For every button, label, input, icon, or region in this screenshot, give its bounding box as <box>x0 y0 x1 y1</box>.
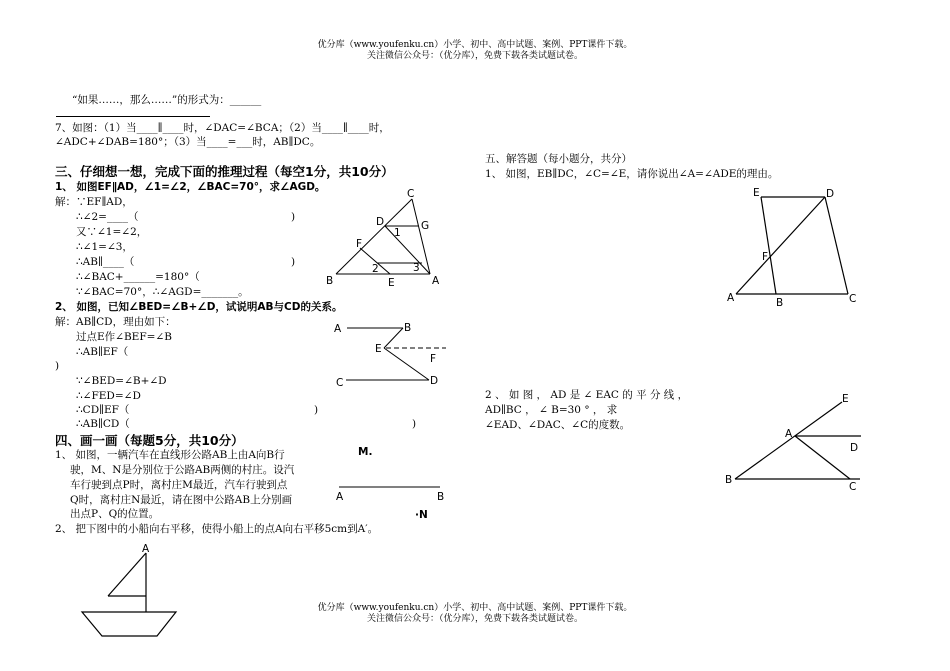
label-d: D <box>850 442 859 454</box>
solve-2-line: 2 、 如 图 ， AD 是 ∠ EAC 的 平 分 线 ， <box>485 389 689 401</box>
solve-2-line: ∠EAD、∠DAC、∠C的度数。 <box>485 419 631 431</box>
problem-2-title: 2、 如图，已知∠BED=∠B+∠D，试说明AB与CD的关系。 <box>55 301 343 313</box>
q7-line-2: ∠ADC+∠DAB=180°；（3）当____=___时，AB∥DC。 <box>55 136 321 148</box>
proof-1-line: ∴∠2=____（ <box>76 211 139 223</box>
label-c: C <box>849 481 857 493</box>
proof-2-line: ∴CD∥EF（ <box>76 404 130 416</box>
proof-1-line: ∴∠BAC+______=180°（ <box>76 271 200 283</box>
label-d: D <box>430 375 439 387</box>
label-c: C <box>336 377 344 389</box>
label-e: E <box>375 343 382 355</box>
proof-2-line: ∵∠BED=∠B+∠D <box>76 375 167 387</box>
solve-2-line: AD∥BC ， ∠ B=30 ° ， 求 <box>485 404 618 416</box>
label-angle-3: 3 <box>413 262 420 274</box>
solve-1-text: 1、 如图，EB∥DC，∠C=∠E，请你说出∠A=∠ADE的理由。 <box>485 168 779 180</box>
proof-1-line: ∵∠BAC=70°，∴∠AGD=_______。 <box>76 286 249 298</box>
label-f: F <box>762 251 769 263</box>
proof-2-line: 解：AB∥CD，理由如下： <box>55 316 176 328</box>
label-e: E <box>842 393 849 405</box>
label-b: B <box>776 297 784 309</box>
drawing-1-line: 车行驶到点P时，离村庄M最近，汽车行驶到点 <box>70 479 288 491</box>
page-footer-line-1: 优分库（www.youfenku.cn）小学、初中、高中试题、案例、PPT课件下载。 <box>317 603 633 613</box>
paren-close: ) <box>291 256 296 268</box>
label-m: M. <box>358 446 373 458</box>
page-header-line-1: 优分库（www.youfenku.cn）小学、初中、高中试题、案例、PPT课件下载。 <box>317 40 633 50</box>
label-c: C <box>849 293 857 305</box>
drawing-1-line: 1、 如图，一辆汽车在直线形公路AB上由A向B行 <box>55 449 285 461</box>
label-e: E <box>388 277 395 289</box>
drawing-1-line: Q时，离村庄N最近，请在图中公路AB上分别画 <box>70 494 293 506</box>
drawing-2-line: 2、 把下图中的小船向右平移，使得小船上的点A向右平移5cm到A′。 <box>55 523 379 535</box>
proof-2-line: ∴AB∥CD（ <box>76 418 130 430</box>
label-a: A <box>336 491 344 503</box>
page-footer-line-2: 关注微信公众号：（优分库），免费下载各类试题试卷。 <box>366 614 583 624</box>
label-a: A <box>785 428 793 440</box>
proof-1-line: 解：∵EF∥AD， <box>55 196 133 208</box>
label-b: B <box>437 491 445 503</box>
label-f: F <box>430 353 437 365</box>
proof-2-line: ∴∠FED=∠D <box>76 390 141 402</box>
proof-1-line: ∴AB∥____（ <box>76 256 135 268</box>
section-4-title: 四、画一画（每题5分，共10分） <box>55 433 244 448</box>
paren-close: ) <box>314 404 319 416</box>
proof-2-line: ∴AB∥EF（ <box>76 346 129 358</box>
proof-2-line: 过点E作∠BEF=∠B <box>76 331 172 343</box>
q6-tail-text: “如果……，那么……”的形式为：______ <box>72 94 262 106</box>
label-a: A <box>432 275 440 287</box>
label-d: D <box>376 216 385 228</box>
label-c: C <box>407 188 415 200</box>
proof-1-line: ∴∠1=∠3， <box>76 241 133 253</box>
label-a: A <box>334 323 342 335</box>
paren-close: ) <box>412 418 417 430</box>
proof-1-line: 又∵∠1=∠2， <box>76 226 148 238</box>
label-e: E <box>753 187 760 199</box>
label-d: D <box>826 188 835 200</box>
drawing-1-line: 出点P、Q的位置。 <box>70 508 160 520</box>
label-n: ·N <box>415 509 428 521</box>
paren-close: ) <box>291 211 296 223</box>
problem-1-title: 1、 如图EF∥AD，∠1=∠2，∠BAC=70°，求∠AGD。 <box>55 181 326 193</box>
label-b: B <box>725 474 733 486</box>
label-g: G <box>421 220 430 232</box>
q7-line-1: 7、如图：（1）当____∥____时，∠DAC=∠BCA；（2）当____∥____时， <box>55 122 390 134</box>
label-b: B <box>326 275 334 287</box>
label-angle-1: 1 <box>394 227 401 239</box>
drawing-1-line: 驶，M、N是分别位于公路AB两侧的村庄。设汽 <box>70 464 295 476</box>
label-f: F <box>356 238 363 250</box>
section-3-title: 三、仔细想一想，完成下面的推理过程（每空1分，共10分） <box>55 164 394 179</box>
proof-2-line: ) <box>55 360 60 372</box>
label-angle-2: 2 <box>372 263 379 275</box>
section-5-title: 五、解答题（每小题分，共分） <box>485 153 632 165</box>
label-a: A <box>142 543 150 555</box>
label-a: A <box>727 292 735 304</box>
label-b: B <box>404 322 412 334</box>
page-header-line-2: 关注微信公众号：（优分库），免费下载各类试题试卷。 <box>366 51 583 61</box>
